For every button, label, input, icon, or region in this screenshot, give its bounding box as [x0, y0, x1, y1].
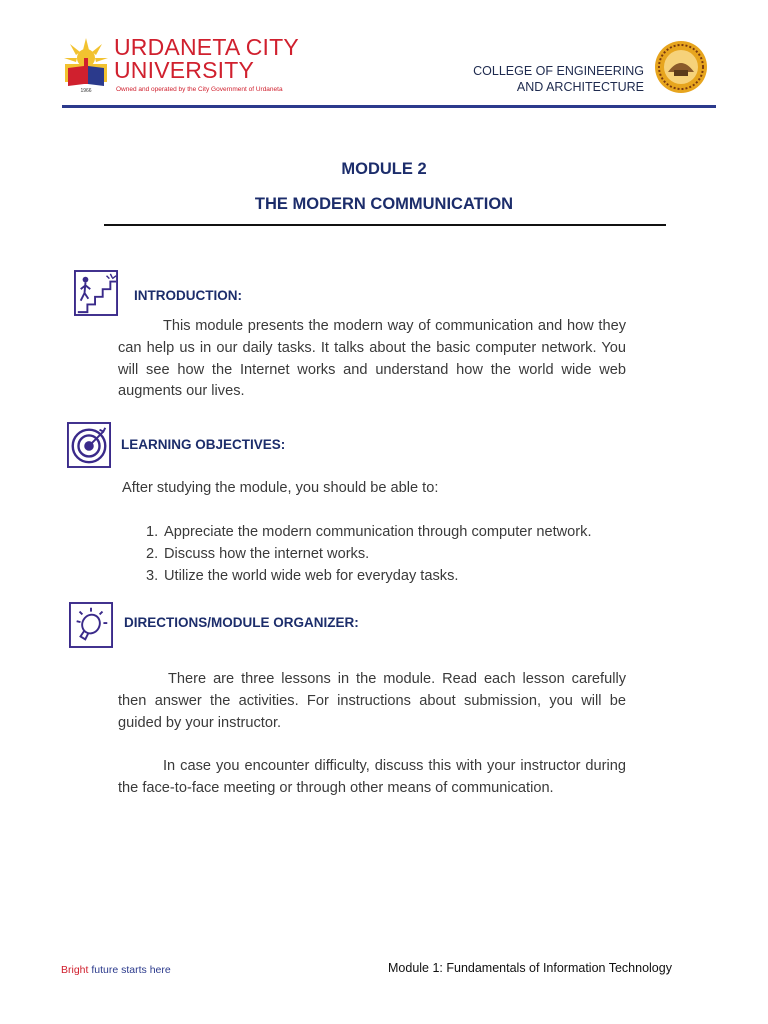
list-item-number: 3.: [146, 567, 159, 584]
directions-heading: DIRECTIONS/MODULE ORGANIZER:: [124, 615, 359, 630]
college-name: [473, 63, 644, 95]
list-item: [146, 566, 592, 588]
university-tagline: Owned and operated by the City Government of Urdaneta: [116, 86, 283, 93]
objectives-list: [146, 522, 592, 587]
footer-slogan-part2: future starts here: [88, 964, 171, 976]
footer-slogan: [61, 964, 171, 976]
college-name-line1: COLLEGE OF ENGINEERING: [473, 64, 644, 78]
directions-paragraph-1: There are three lessons in the module. Read each lesson carefully then answer the activities. For instructions about submission, you will be guided by your instructor.: [118, 671, 626, 731]
college-seal: [654, 40, 708, 94]
college-name-line2: AND ARCHITECTURE: [516, 80, 644, 94]
list-item: [146, 544, 592, 566]
list-item: [146, 522, 592, 544]
logo-year: 1966: [80, 88, 92, 94]
lightbulb-icon: [69, 602, 113, 648]
directions-paragraph-2: In case you encounter difficulty, discuss this with your instructor during the face-to-face meeting or through other means of communication.: [118, 758, 626, 796]
list-item-text: Discuss how the internet works.: [164, 545, 370, 562]
university-name-line1: URDANETA CITY: [114, 34, 299, 60]
module-title: THE MODERN COMMUNICATION: [254, 195, 514, 213]
title-divider: [104, 224, 666, 226]
footer-module-reference: Module 1: Fundamentals of Information Technology: [388, 961, 672, 975]
list-item-number: 2.: [146, 545, 159, 562]
module-number: MODULE 2: [341, 160, 427, 178]
list-item-text: Appreciate the modern communication through computer network.: [164, 524, 592, 540]
list-item-number: 1.: [146, 524, 159, 540]
university-name-line2: UNIVERSITY: [114, 57, 255, 83]
university-name: [114, 36, 299, 82]
introduction-paragraph: This module presents the modern way of communication and how they can help us in our daily tasks. It talks about the basic computer network. You will see how the Internet works and understand how the world wide web augments our lives.: [118, 318, 626, 400]
target-icon: [67, 422, 111, 468]
footer-slogan-part1: Bright: [61, 964, 89, 976]
stairs-climber-icon: [74, 270, 118, 316]
university-logo: [62, 36, 110, 94]
list-item-text: Utilize the world wide web for everyday tasks.: [164, 567, 459, 584]
introduction-heading: INTRODUCTION:: [134, 288, 242, 303]
objectives-lead: After studying the module, you should be able to:: [122, 480, 439, 496]
header-divider: [62, 105, 716, 108]
objectives-heading: LEARNING OBJECTIVES:: [121, 437, 286, 452]
